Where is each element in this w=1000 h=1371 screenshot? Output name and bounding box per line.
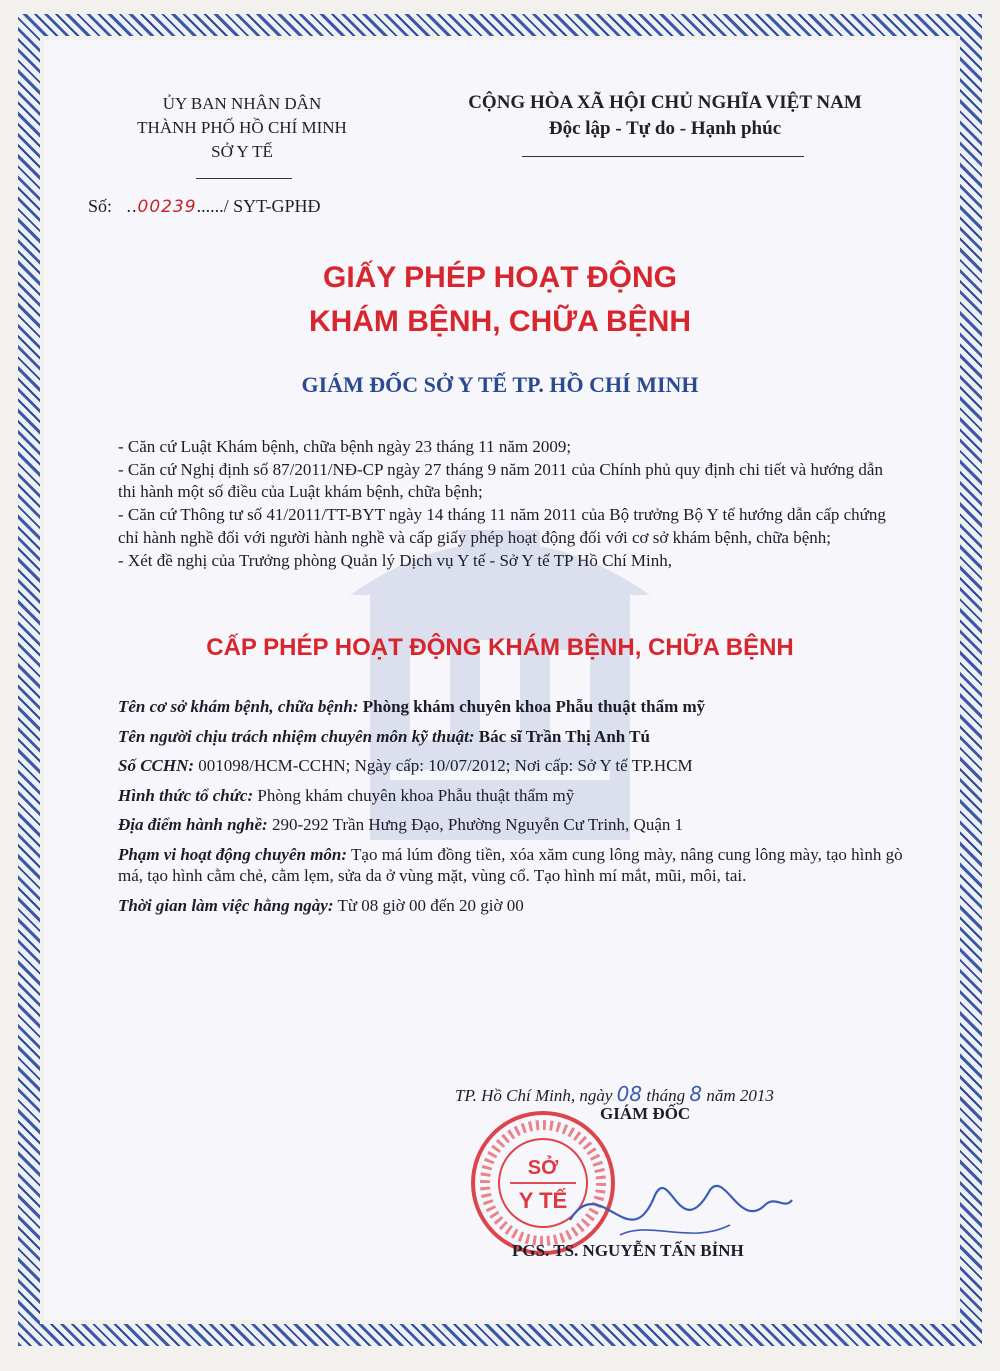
signer-name: PGS. TS. NGUYỄN TẤN BỈNH (512, 1241, 744, 1260)
field-label: Số CCHN: (118, 756, 195, 775)
field-value: Phòng khám chuyên khoa Phẫu thuật thẩm mỹ (362, 697, 706, 716)
field-facility (118, 696, 908, 718)
document-number: Số: ..00239....../ SYT-GPHĐ (88, 196, 321, 217)
field-value: 001098/HCM-CCHN; Ngày cấp: 10/07/2012; Nơi cấp: Sở Y tế TP.HCM (198, 756, 693, 775)
field-value: Phòng khám chuyên khoa Phẫu thuật thẩm mỹ (257, 785, 575, 805)
svg-text:Y TẾ: Y TẾ (518, 1188, 568, 1213)
agency-line-3: SỞ Y TẾ (211, 142, 273, 161)
national-motto: Độc lập - Tự do - Hạnh phúc (548, 118, 782, 139)
handwritten-day: 08 (616, 1082, 643, 1106)
signing-date (455, 1082, 774, 1106)
agency-line-2: THÀNH PHỐ HỒ CHÍ MINH (137, 118, 347, 137)
national-header (410, 90, 920, 142)
motto-underline (522, 156, 804, 157)
director-title: GIÁM ĐỐC SỞ Y TẾ TP. HỒ CHÍ MINH (301, 372, 699, 397)
year-text: năm 2013 (706, 1086, 774, 1105)
field-value: 290-292 Trần Hưng Đạo, Phường Nguyễn Cư Trinh, Quận 1 (271, 815, 684, 834)
basis-item: - Căn cứ Luật Khám bệnh, chữa bệnh ngày 23 tháng 11 năm 2009; (118, 437, 572, 456)
license-title-line-1: GIẤY PHÉP HOẠT ĐỘNG (323, 261, 677, 294)
license-title-line-2: KHÁM BỆNH, CHỮA BỆNH (308, 305, 692, 338)
field-label: Hình thức tổ chức: (118, 785, 254, 805)
field-scope (118, 844, 908, 887)
national-title: CỘNG HÒA XÃ HỘI CHỦ NGHĨA VIỆT NAM (468, 92, 862, 113)
agency-header (92, 92, 392, 164)
basis-item: - Căn cứ Thông tư số 41/2011/TT-BYT ngày 14 tháng 11 năm 2011 của Bộ trưởng Bộ Y tế hướng dẫn cấp chứng chỉ hành nghề đối với người hành nghề và cấp giấy phép hoạt động đối với cơ sở khám bệnh, chữa bệnh; (118, 505, 886, 547)
legal-basis (118, 436, 898, 572)
svg-text:SỞ: SỞ (527, 1157, 559, 1179)
field-label: Tên cơ sở khám bệnh, chữa bệnh: (118, 697, 359, 716)
field-label: Địa điểm hành nghề: (118, 815, 268, 834)
month-label: tháng (646, 1086, 686, 1105)
place-prefix: TP. Hồ Chí Minh, ngày (455, 1086, 613, 1105)
field-value: Từ 08 giờ 00 đến 20 giờ 00 (337, 895, 524, 915)
handwritten-month: 8 (689, 1082, 703, 1106)
license-title (0, 256, 1000, 344)
field-value: Tạo má lúm đồng tiền, xóa xăm cung lông mày, nâng cung lông mày, tạo hình gò má, tạo hình cằm chẻ, cằm lẹm, sửa da ở vùng mặt, vùng cổ. Tạo hình mí mắt, mũi, môi, tai. (118, 844, 903, 885)
basis-item: - Xét đề nghị của Trưởng phòng Quản lý Dịch vụ Y tế - Sở Y tế TP Hồ Chí Minh, (118, 550, 673, 570)
field-location (118, 814, 908, 836)
number-prefix: Số: (88, 196, 113, 216)
field-label: Phạm vi hoạt động chuyên môn: (118, 844, 348, 864)
agency-line-1: ỦY BAN NHÂN DÂN (162, 94, 322, 113)
field-value: Bác sĩ Trần Thị Anh Tú (478, 726, 650, 746)
agency-underline (196, 178, 292, 179)
field-label: Thời gian làm việc hằng ngày: (118, 895, 334, 915)
license-fields (118, 696, 908, 924)
number-value: 00239 (137, 197, 197, 217)
field-responsible (118, 726, 908, 748)
number-suffix: ....../ SYT-GPHĐ (196, 196, 321, 216)
field-label: Tên người chịu trách nhiệm chuyên môn kỹ thuật: (118, 726, 475, 746)
director-label: GIÁM ĐỐC (600, 1104, 691, 1123)
field-hours (118, 895, 908, 917)
field-form (118, 785, 908, 807)
basis-item: - Căn cứ Nghị định số 87/2011/NĐ-CP ngày 27 tháng 9 năm 2011 của Chính phủ quy định chi tiết và hướng dẫn thi hành một số điều của Luật khám bệnh, chữa bệnh; (118, 459, 883, 502)
grant-title: CẤP PHÉP HOẠT ĐỘNG KHÁM BỆNH, CHỮA BỆNH (206, 634, 794, 661)
field-cchn (118, 755, 908, 777)
